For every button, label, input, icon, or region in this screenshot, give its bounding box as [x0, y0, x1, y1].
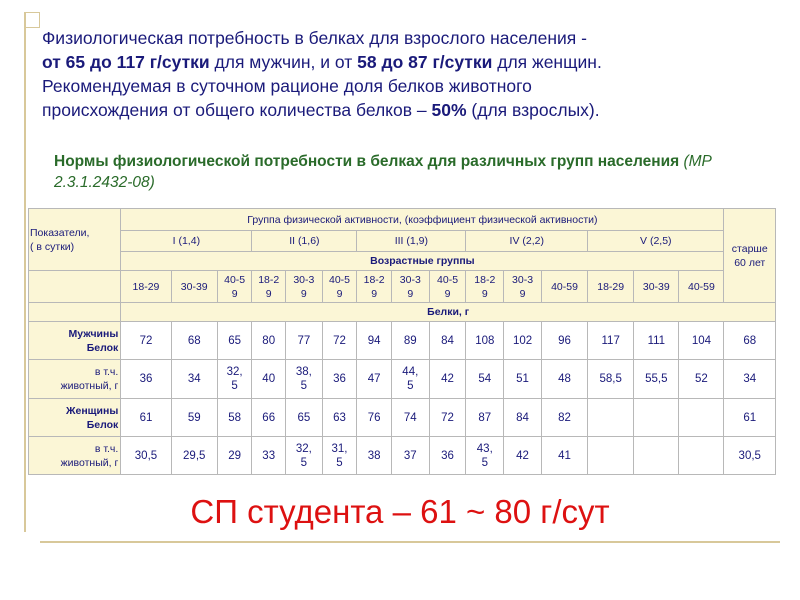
- table-cell: 87: [466, 399, 504, 437]
- table-cell: 76: [357, 399, 392, 437]
- intro-male-range: от 65 до 117 г/сутки: [42, 52, 210, 72]
- table-heading-text: Нормы физиологической потребности в белках для различных групп населения: [54, 153, 684, 170]
- table-cell: 30,5: [724, 437, 776, 475]
- age-group-cell: 40-59: [541, 271, 587, 303]
- table-cell: 32, 5: [217, 360, 252, 399]
- table-cell: [588, 399, 634, 437]
- intro-male-suffix: для мужчин, и от: [209, 52, 358, 72]
- table-cell: 84: [429, 322, 466, 360]
- table-cell: 72: [121, 322, 171, 360]
- activity-group-header: Группа физической активности, (коэффициент физической активности): [121, 209, 724, 231]
- intro-female-range: 58 до 87 г/сутки: [357, 52, 493, 72]
- table-cell: 89: [391, 322, 429, 360]
- table-cell: 66: [252, 399, 286, 437]
- table-cell: 59: [171, 399, 217, 437]
- table-cell: 48: [541, 360, 587, 399]
- age-group-cell: 18-2 9: [357, 271, 392, 303]
- table-row: [29, 322, 776, 360]
- intro-line-4-suffix: (для взрослых).: [466, 100, 600, 120]
- age-group-cell: 18-2 9: [252, 271, 286, 303]
- age-group-cell: 40-5 9: [429, 271, 466, 303]
- row-label: Мужчины Белок: [29, 322, 121, 360]
- intro-line-4-prefix: происхождения от общего количества белков –: [42, 100, 432, 120]
- row-label: в т.ч. животный, г: [29, 437, 121, 475]
- intro-line-1: Физиологическая потребность в белках для взрослого населения -: [42, 28, 587, 48]
- intro-paragraph: [42, 26, 782, 122]
- table-cell: 47: [357, 360, 392, 399]
- table-cell: 58,5: [588, 360, 634, 399]
- table-cell: 96: [541, 322, 587, 360]
- row-label: в т.ч. животный, г: [29, 360, 121, 399]
- table-cell: 94: [357, 322, 392, 360]
- table-cell: 34: [171, 360, 217, 399]
- table-cell: [679, 437, 724, 475]
- activity-group-1: I (1,4): [121, 231, 252, 252]
- table-row: [29, 437, 776, 475]
- protein-norms-table: [28, 208, 776, 475]
- age-groups-header: Возрастные группы: [121, 252, 724, 271]
- table-cell: 38: [357, 437, 392, 475]
- footer-student-norm: СП студента – 61 ~ 80 г/сут: [190, 493, 610, 530]
- age-group-cell: 40-5 9: [217, 271, 252, 303]
- table-cell: 65: [217, 322, 252, 360]
- decorative-frame-bottom: [40, 541, 780, 543]
- table-cell: 63: [322, 399, 357, 437]
- table-cell: 72: [322, 322, 357, 360]
- indicator-spacer: [29, 271, 121, 303]
- table-heading: [54, 151, 774, 193]
- age-group-cell: 30-39: [171, 271, 217, 303]
- table-cell: 74: [391, 399, 429, 437]
- table-cell: 36: [322, 360, 357, 399]
- table-cell: [634, 399, 679, 437]
- activity-group-2: II (1,6): [252, 231, 357, 252]
- age-group-cell: 30-3 9: [391, 271, 429, 303]
- table-cell: 104: [679, 322, 724, 360]
- table-cell: 82: [541, 399, 587, 437]
- table-cell: 34: [724, 360, 776, 399]
- table-cell: 44, 5: [391, 360, 429, 399]
- table-cell: 42: [429, 360, 466, 399]
- table-cell: 32, 5: [285, 437, 322, 475]
- protein-header-spacer: [29, 303, 121, 322]
- table-cell: [634, 437, 679, 475]
- table-cell: 65: [285, 399, 322, 437]
- table-cell: 51: [504, 360, 542, 399]
- table-cell: 41: [541, 437, 587, 475]
- activity-group-3: III (1,9): [357, 231, 466, 252]
- age-group-cell: 30-39: [634, 271, 679, 303]
- table-cell: 61: [724, 399, 776, 437]
- age-group-cell: 18-29: [588, 271, 634, 303]
- table-cell: 29: [217, 437, 252, 475]
- table-cell: 40: [252, 360, 286, 399]
- table-cell: 52: [679, 360, 724, 399]
- table-cell: 80: [252, 322, 286, 360]
- table-cell: [679, 399, 724, 437]
- table-cell: 77: [285, 322, 322, 360]
- table-row: [29, 399, 776, 437]
- table-cell: 37: [391, 437, 429, 475]
- table-cell: 108: [466, 322, 504, 360]
- table-cell: 38, 5: [285, 360, 322, 399]
- age-group-cell: 30-3 9: [504, 271, 542, 303]
- table-row: [29, 360, 776, 399]
- table-cell: 42: [504, 437, 542, 475]
- table-cell: [588, 437, 634, 475]
- age-group-cell: 18-2 9: [466, 271, 504, 303]
- age-group-cell: 18-29: [121, 271, 171, 303]
- table-cell: 72: [429, 399, 466, 437]
- table-cell: 117: [588, 322, 634, 360]
- table-cell: 33: [252, 437, 286, 475]
- table-cell: 31, 5: [322, 437, 357, 475]
- decorative-frame-corner: [24, 12, 40, 28]
- table-cell: 61: [121, 399, 171, 437]
- table-heading-reference: (МР 2.3.1.2432-08): [54, 153, 712, 191]
- table-cell: 111: [634, 322, 679, 360]
- table-cell: 36: [121, 360, 171, 399]
- indicator-header: Показатели, ( в сутки): [29, 209, 121, 271]
- intro-female-suffix: для женщин.: [492, 52, 602, 72]
- over-60-header: старше 60 лет: [724, 209, 776, 303]
- protein-header: Белки, г: [121, 303, 776, 322]
- table-cell: 68: [724, 322, 776, 360]
- age-group-cell: 30-3 9: [285, 271, 322, 303]
- activity-group-5: V (2,5): [588, 231, 724, 252]
- decorative-frame-left: [24, 12, 26, 532]
- row-label: Женщины Белок: [29, 399, 121, 437]
- age-group-cell: 40-59: [679, 271, 724, 303]
- table-cell: 84: [504, 399, 542, 437]
- table-cell: 68: [171, 322, 217, 360]
- table-cell: 30,5: [121, 437, 171, 475]
- age-group-cell: 40-5 9: [322, 271, 357, 303]
- intro-line-3: Рекомендуемая в суточном рационе доля белков животного: [42, 76, 532, 96]
- table-cell: 54: [466, 360, 504, 399]
- table-cell: 102: [504, 322, 542, 360]
- intro-percent: 50%: [431, 100, 467, 120]
- table-cell: 55,5: [634, 360, 679, 399]
- table-cell: 29,5: [171, 437, 217, 475]
- activity-group-4: IV (2,2): [466, 231, 588, 252]
- table-cell: 36: [429, 437, 466, 475]
- table-cell: 58: [217, 399, 252, 437]
- table-cell: 43, 5: [466, 437, 504, 475]
